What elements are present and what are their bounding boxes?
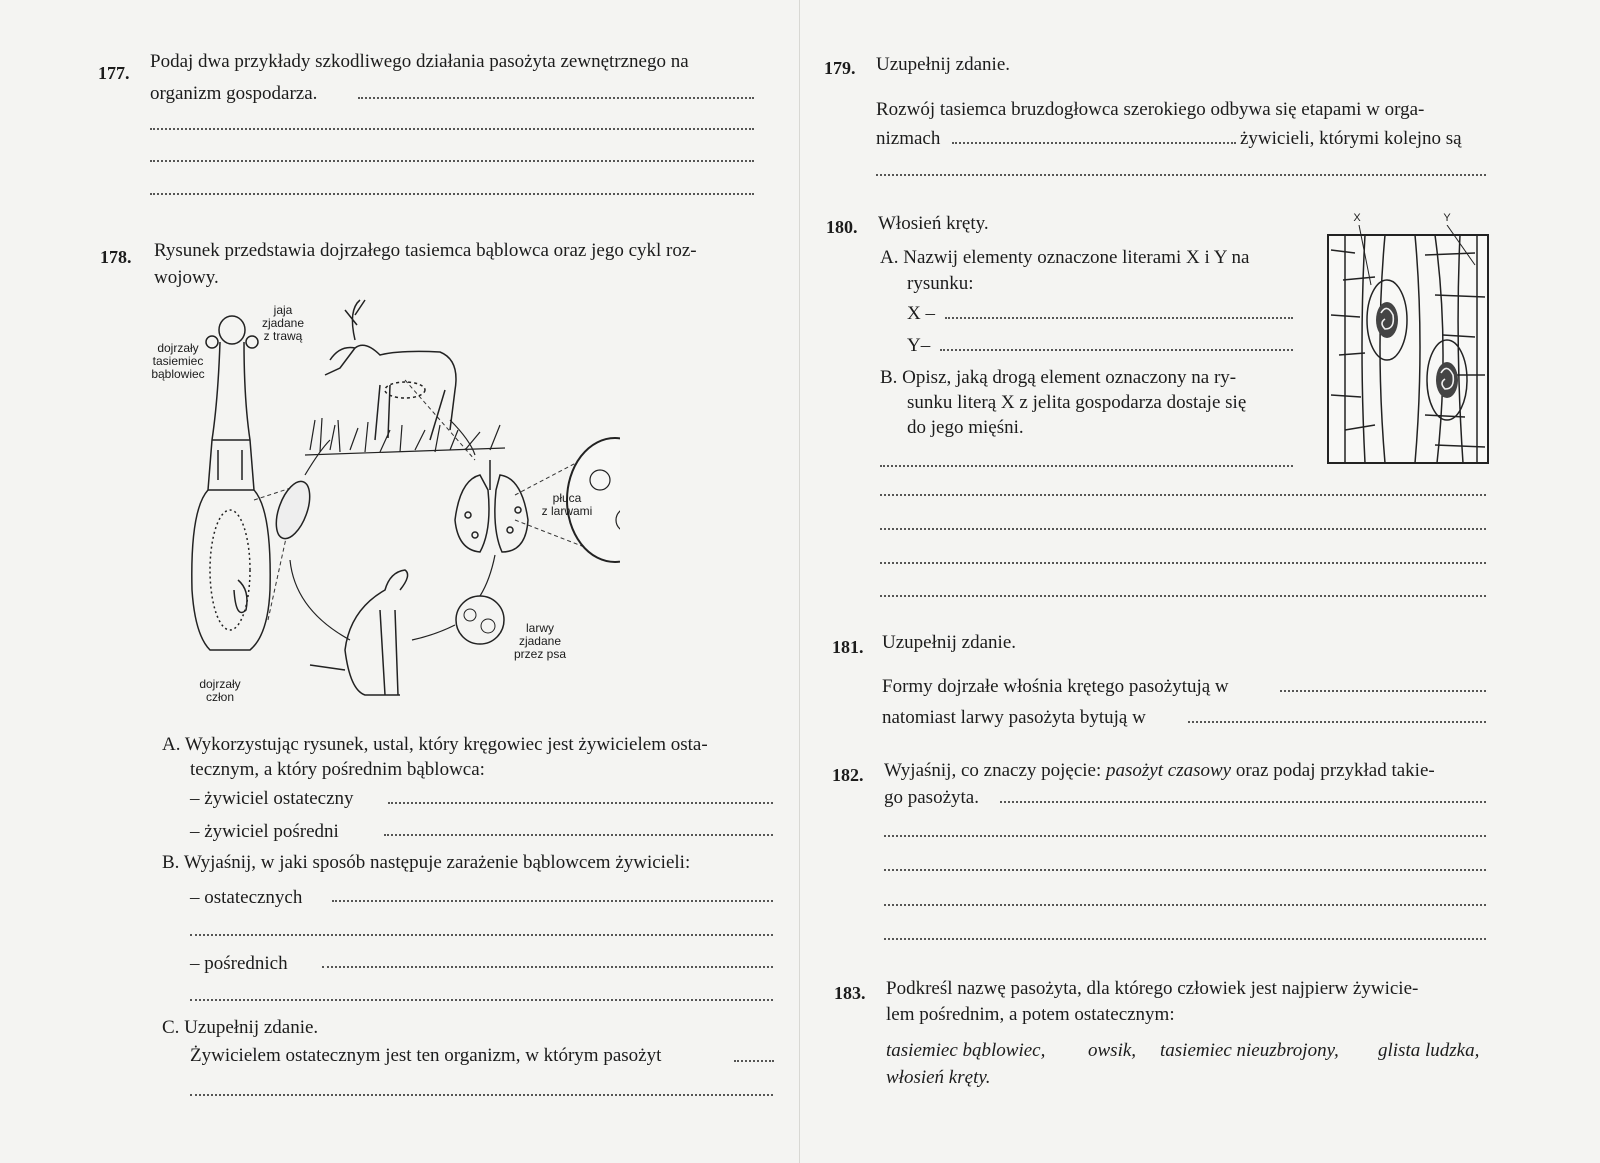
lungs-drawing [455, 460, 528, 552]
question-177-number: 177. [98, 63, 130, 83]
question-180-y: Y– [907, 335, 931, 356]
answer-line[interactable] [945, 317, 1293, 319]
question-179-title: Uzupełnij zdanie. [876, 54, 1011, 75]
answer-line[interactable] [332, 900, 773, 902]
question-181-line1: Formy dojrzałe włośnia krętego pasożytują w [882, 676, 1229, 697]
answer-line[interactable] [190, 934, 773, 936]
figure-label-adult [148, 342, 208, 381]
answer-line[interactable] [388, 802, 773, 804]
answer-line[interactable] [1000, 801, 1486, 803]
parasite-option[interactable]: tasiemiec nieuzbrojony, [1160, 1040, 1339, 1061]
question-180-a2: rysunku: [907, 273, 974, 294]
answer-line[interactable] [884, 869, 1486, 871]
answer-line[interactable] [190, 999, 773, 1001]
label-text: zjadane [518, 634, 562, 648]
answer-line[interactable] [884, 904, 1486, 906]
question-179-line2a: nizmach [876, 128, 941, 149]
question-179-line2b: żywicieli, którymi kolejno są [1240, 128, 1462, 149]
answer-line[interactable] [952, 142, 1236, 144]
label-text: przez psa [513, 647, 567, 661]
answer-line[interactable] [880, 528, 1486, 530]
answer-line[interactable] [734, 1060, 774, 1062]
question-178-number: 178. [100, 247, 132, 267]
answer-line[interactable] [880, 465, 1293, 467]
question-178-line1: Rysunek przedstawia dojrzałego tasiemca bąblowca oraz jego cykl roz- [154, 240, 697, 261]
question-182-line1 [884, 759, 1435, 783]
part-c-text: Żywicielem ostatecznym jest ten organizm, w którym pasożyt [190, 1045, 662, 1066]
parasite-option[interactable]: tasiemiec bąblowiec, [886, 1040, 1046, 1061]
part-c-title: C. Uzupełnij zdanie. [162, 1017, 319, 1038]
dog-drawing [310, 570, 408, 695]
answer-line[interactable] [190, 1094, 773, 1096]
part-b-intermediate: – pośrednich [190, 953, 288, 974]
part-b-text: B. Wyjaśnij, w jaki sposób następuje zarażenie bąblowcem żywicieli: [162, 852, 691, 873]
figure-label-segment [192, 678, 248, 704]
question-183-line2: lem pośrednim, a potem ostatecznym: [886, 1004, 1175, 1025]
answer-line[interactable] [358, 97, 754, 99]
part-b-final: – ostatecznych [190, 887, 303, 908]
label-text: dojrzały [157, 341, 199, 355]
answer-line[interactable] [150, 193, 754, 195]
answer-line[interactable] [322, 966, 773, 968]
label-text: tasiemiec [152, 354, 204, 368]
right-page [800, 0, 1600, 1163]
question-180-b2: sunku literą X z jelita gospodarza dostaje się [907, 392, 1247, 413]
answer-line[interactable] [150, 160, 754, 162]
figure-label-lungs [532, 492, 602, 518]
answer-line[interactable] [384, 834, 773, 836]
part-a-intermediate-host: – żywiciel pośredni [190, 821, 339, 842]
figure-label-larvae [505, 622, 575, 661]
question-180-b1: B. Opisz, jaką drogą element oznaczony na ry- [880, 367, 1237, 388]
answer-line[interactable] [880, 494, 1486, 496]
label-text: człon [205, 690, 234, 704]
label-text: z trawą [263, 329, 303, 343]
question-180-title: Włosień kręty. [878, 213, 989, 234]
question-182-text-b: oraz podaj przykład takie- [1235, 760, 1435, 781]
question-181-number: 181. [832, 637, 864, 657]
question-179-number: 179. [824, 58, 856, 78]
parasite-option[interactable]: włosień kręty. [886, 1067, 991, 1088]
question-183-line1: Podkreśl nazwę pasożyta, dla którego człowiek jest najpierw żywicie- [886, 978, 1419, 999]
label-text: płuca [552, 491, 582, 505]
question-179-line1: Rozwój tasiemca bruzdogłowca szerokiego odbywa się etapami w orga- [876, 99, 1425, 120]
answer-line[interactable] [880, 562, 1486, 564]
answer-line[interactable] [940, 349, 1293, 351]
deer-drawing [325, 300, 456, 440]
question-180-x: X – [907, 303, 935, 324]
question-177-line1: Podaj dwa przykłady szkodliwego działania pasożyta zewnętrznego na [150, 51, 689, 72]
question-181-title: Uzupełnij zdanie. [882, 632, 1017, 653]
question-180-b3: do jego mięśni. [907, 417, 1024, 438]
label-text: jaja [273, 303, 293, 317]
label-text: larwy [525, 621, 554, 635]
answer-line[interactable] [880, 595, 1486, 597]
question-182-text-a: Wyjaśnij, co znaczy pojęcie: [884, 760, 1102, 781]
question-180-number: 180. [826, 217, 858, 237]
question-178-line2: wojowy. [154, 267, 219, 288]
question-182-number: 182. [832, 765, 864, 785]
part-a-final-host: – żywiciel ostateczny [190, 788, 354, 809]
figure-label-eggs [258, 304, 308, 343]
parasite-option[interactable]: glista ludzka, [1378, 1040, 1480, 1061]
answer-line[interactable] [884, 835, 1486, 837]
question-182-line2: go pasożyta. [884, 787, 979, 808]
answer-line[interactable] [876, 174, 1486, 176]
question-182-term: pasożyt czasowy [1106, 760, 1232, 781]
answer-line[interactable] [1188, 721, 1486, 723]
answer-line[interactable] [150, 128, 754, 130]
answer-line[interactable] [1280, 690, 1486, 692]
figure-label-x: X [1353, 212, 1361, 224]
parasite-option[interactable]: owsik, [1088, 1040, 1137, 1061]
question-180-a1: A. Nazwij elementy oznaczone literami X i Y na [880, 247, 1250, 268]
question-183-number: 183. [834, 983, 866, 1003]
answer-line[interactable] [884, 938, 1486, 940]
trichinella-muscle-figure [1325, 225, 1495, 470]
question-181-line2: natomiast larwy pasożyta bytują w [882, 707, 1146, 728]
label-text: zjadane [261, 316, 305, 330]
part-a-line2: tecznym, a który pośrednim bąblowca: [190, 759, 485, 780]
part-a-line1: A. Wykorzystując rysunek, ustal, który kręgowiec jest żywicielem osta- [162, 734, 708, 755]
figure-label-y: Y [1443, 212, 1451, 224]
label-text: bąblowiec [151, 367, 205, 381]
label-text: z larwami [541, 504, 593, 518]
label-text: dojrzały [199, 677, 241, 691]
question-177-line2: organizm gospodarza. [150, 83, 318, 104]
